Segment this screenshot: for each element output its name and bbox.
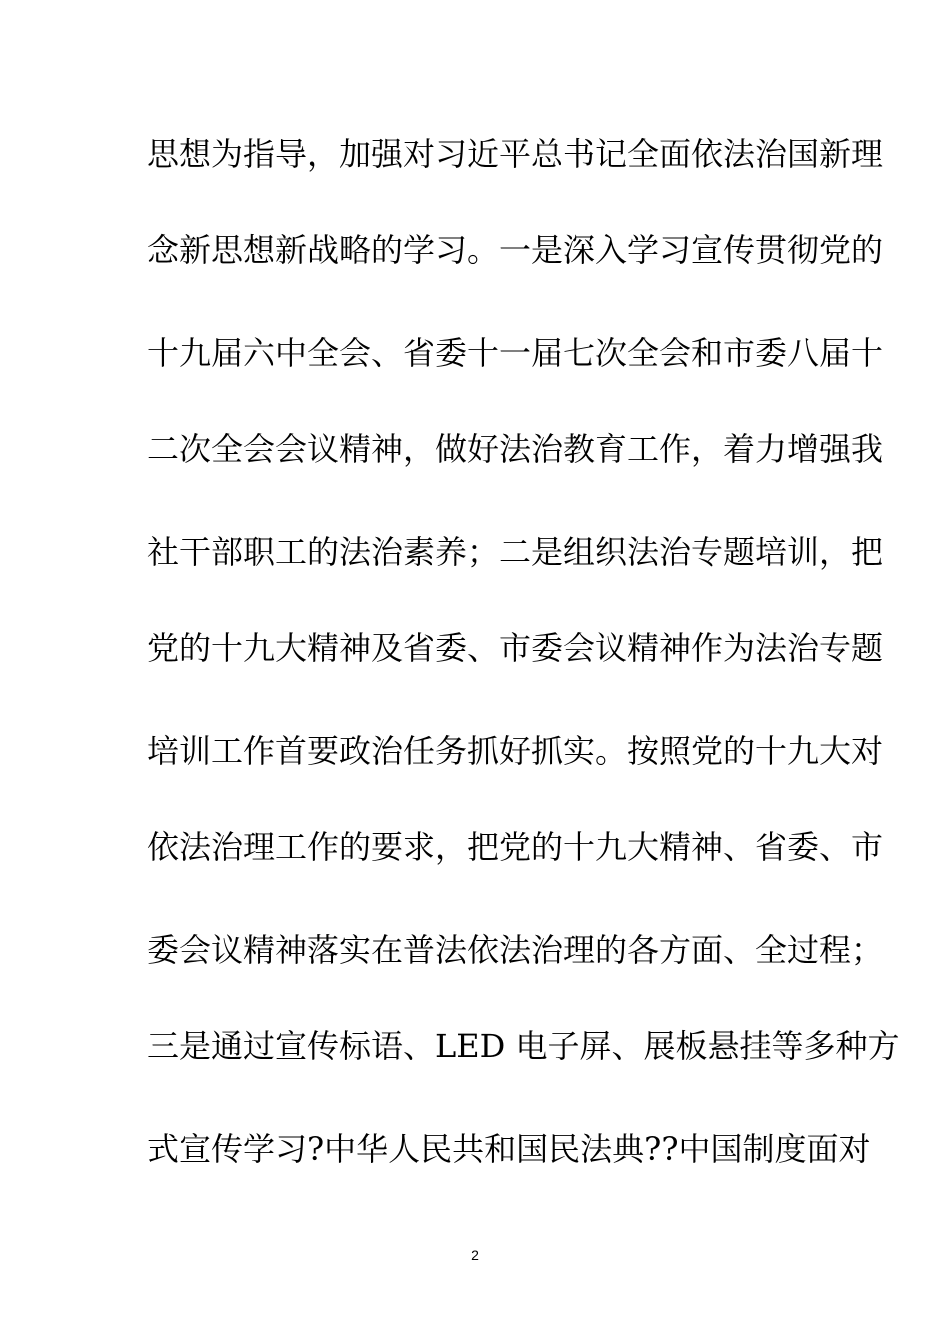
body-text-line-2: 念新思想新战略的学习。一是深入学习宣传贯彻党的 [147,231,884,269]
body-text-line-8: 依法治理工作的要求，把党的十九大精神、省委、市 [147,828,884,866]
page-number: 2 [471,1247,479,1263]
body-text-line-6: 党的十九大精神及省委、市委会议精神作为法治专题 [147,629,884,667]
body-text-line-9: 委会议精神落实在普法依法治理的各方面、全过程； [147,931,884,969]
body-text-line-5: 社干部职工的法治素养；二是组织法治专题培训，把 [147,533,884,571]
body-text-line-4: 二次全会会议精神，做好法治教育工作，着力增强我 [147,430,884,468]
body-text-line-10: 三是通过宣传标语、LED 电子屏、展板悬挂等多种方 [147,1027,900,1065]
body-text-line-3: 十九届六中全会、省委十一届七次全会和市委八届十 [147,334,884,372]
body-text-line-11: 式宣传学习?中华人民共和国民法典??中国制度面对 [147,1130,871,1168]
body-text-line-7: 培训工作首要政治任务抓好抓实。按照党的十九大对 [147,732,884,770]
body-text-line-1: 思想为指导，加强对习近平总书记全面依法治国新理 [147,135,884,173]
